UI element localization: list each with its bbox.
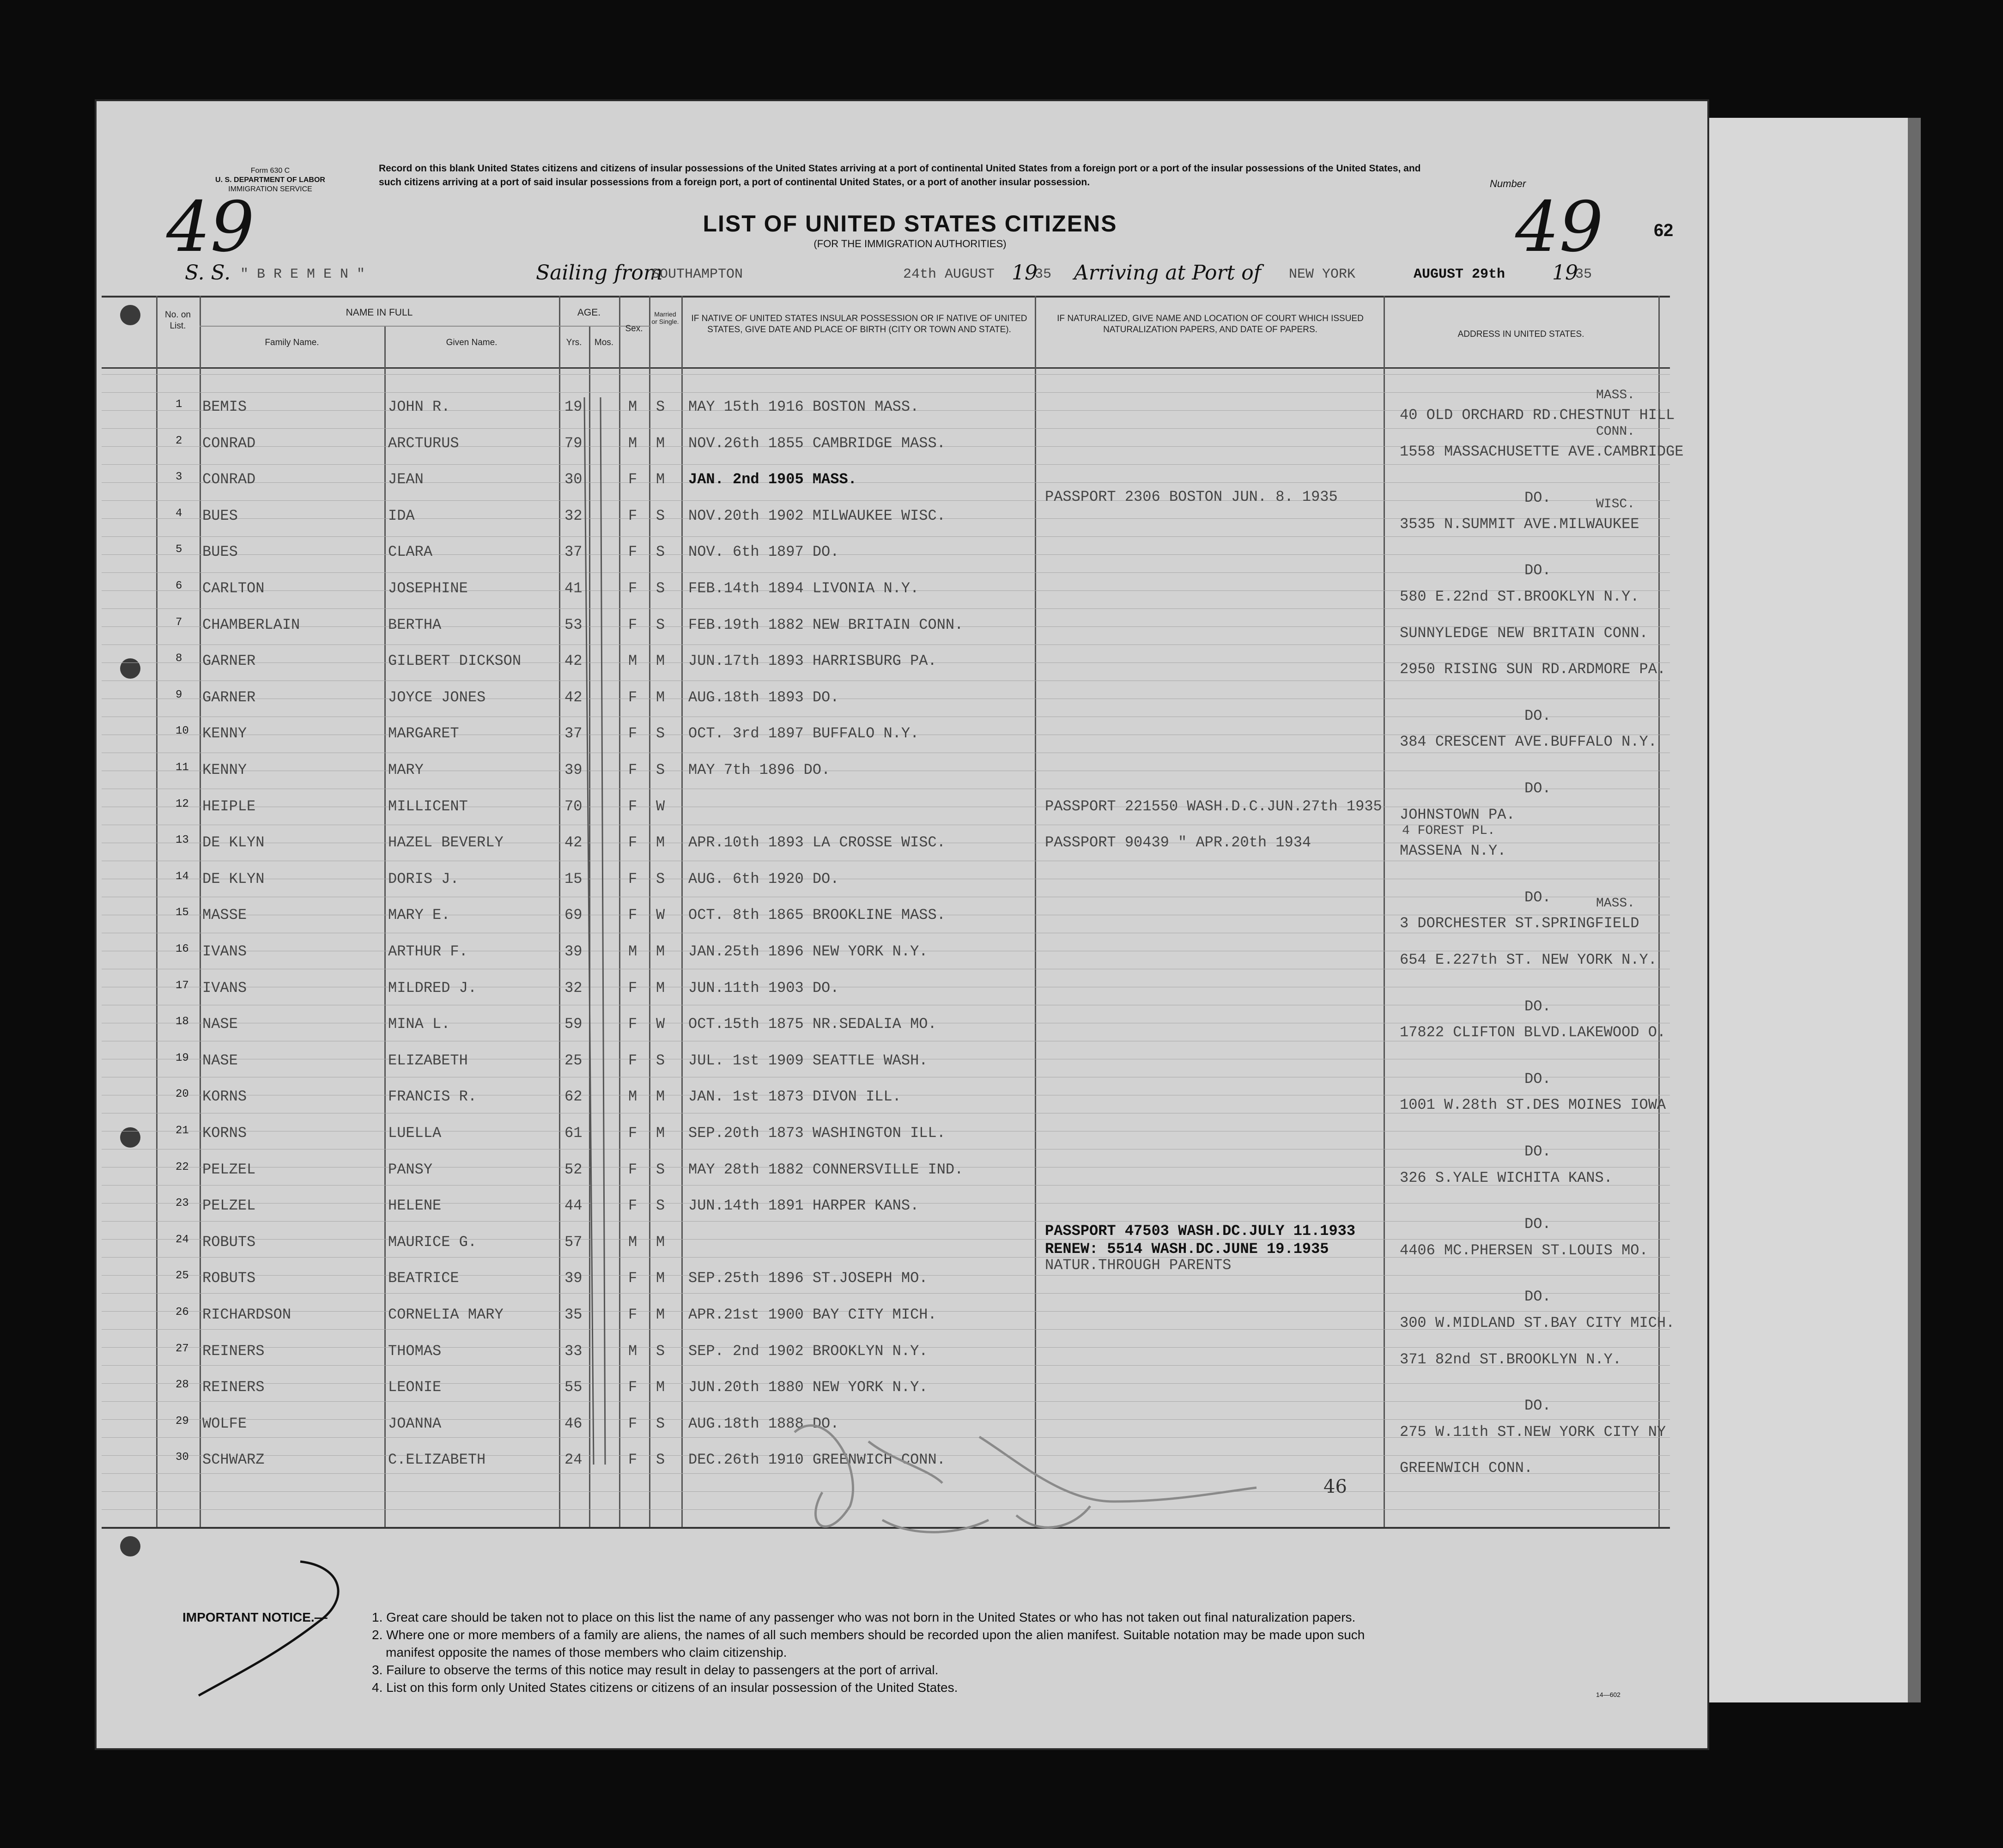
family-name: GARNER <box>202 689 256 706</box>
address-state: CONN. <box>1596 425 1635 439</box>
sex: F <box>628 689 637 706</box>
given-name: BEATRICE <box>388 1270 459 1287</box>
address-state: MASS. <box>1596 388 1635 402</box>
row-number: 17 <box>176 979 189 992</box>
stamp-number: 62 <box>1654 221 1674 240</box>
row-number: 14 <box>176 870 189 883</box>
sex: F <box>628 1125 637 1142</box>
marital-status: S <box>656 1343 665 1360</box>
sex: F <box>628 1306 637 1323</box>
given-name: JOHN R. <box>388 398 450 415</box>
given-name: JEAN <box>388 471 424 488</box>
row-number: 22 <box>176 1161 189 1173</box>
sex: F <box>628 1161 637 1178</box>
given-name: MARY E. <box>388 906 450 924</box>
naturalization-note: NATUR.THROUGH PARENTS <box>1045 1257 1232 1274</box>
birth-date-place: DEC.26th 1910 GREENWICH CONN. <box>688 1451 946 1468</box>
marital-status: S <box>656 870 665 888</box>
birth-date-place: MAY 15th 1916 BOSTON MASS. <box>688 398 919 415</box>
given-name: MAURICE G. <box>388 1234 477 1251</box>
department-name: U. S. DEPARTMENT OF LABOR <box>215 176 325 184</box>
naturalization-papers: PASSPORT 90439 " APR.20th 1934 <box>1045 834 1311 851</box>
handwritten-list-number: 49 <box>166 187 255 267</box>
sex: F <box>628 1052 637 1069</box>
birth-date-place: OCT. 3rd 1897 BUFFALO N.Y. <box>688 725 919 742</box>
birth-date-place: AUG.18th 1888 DO. <box>688 1415 839 1432</box>
age-years: 42 <box>564 834 583 851</box>
address: 40 OLD ORCHARD RD.CHESTNUT HILL <box>1400 407 1675 424</box>
given-name: HAZEL BEVERLY <box>388 834 504 851</box>
birth-date-place: JUL. 1st 1909 SEATTLE WASH. <box>688 1052 928 1069</box>
ship-name: " B R E M E N " <box>240 267 365 282</box>
row-number: 12 <box>176 798 189 810</box>
address: 3 DORCHESTER ST.SPRINGFIELD <box>1400 915 1639 932</box>
birth-date-place: JUN.17th 1893 HARRISBURG PA. <box>688 652 937 669</box>
age-years: 69 <box>564 906 583 924</box>
family-name: DE KLYN <box>202 870 265 888</box>
birth-date-place: SEP.20th 1873 WASHINGTON ILL. <box>688 1125 946 1142</box>
birth-date-place: JAN. 1st 1873 DIVON ILL. <box>688 1088 901 1105</box>
marital-status: S <box>656 1451 665 1468</box>
family-name: CONRAD <box>202 435 256 452</box>
given-name: HELENE <box>388 1197 442 1214</box>
address-state: WISC. <box>1596 497 1635 511</box>
sex: F <box>628 834 637 851</box>
given-name: MILLICENT <box>388 798 468 815</box>
marital-status: S <box>656 725 665 742</box>
birth-date-place: SEP. 2nd 1902 BROOKLYN N.Y. <box>688 1343 928 1360</box>
birth-date-place: APR.10th 1893 LA CROSSE WISC. <box>688 834 946 851</box>
family-name: NASE <box>202 1052 238 1069</box>
address: 3535 N.SUMMIT AVE.MILWAUKEE <box>1400 516 1639 533</box>
birth-date-place: OCT.15th 1875 NR.SEDALIA MO. <box>688 1015 937 1033</box>
sex: M <box>628 1234 637 1251</box>
naturalization-papers: RENEW: 5514 WASH.DC.JUNE 19.1935 <box>1045 1240 1329 1258</box>
sex: M <box>628 943 637 960</box>
marital-status: M <box>656 1125 665 1142</box>
given-name: IDA <box>388 507 415 524</box>
age-years: 32 <box>564 507 583 524</box>
address: 326 S.YALE WICHITA KANS. <box>1400 1169 1613 1186</box>
given-name: MILDRED J. <box>388 979 477 997</box>
notice-items <box>372 1610 1665 1698</box>
signature-scrawl <box>795 1425 1256 1532</box>
family-name: GARNER <box>202 652 256 669</box>
address-state: MASS. <box>1596 896 1635 911</box>
marital-status: W <box>656 906 665 924</box>
service-name: IMMIGRATION SERVICE <box>228 185 312 193</box>
family-name: KENNY <box>202 761 247 778</box>
arriving-label: Arriving at Port of <box>1074 261 1262 285</box>
age-years: 79 <box>564 435 583 452</box>
birth-date-place: JUN.20th 1880 NEW YORK N.Y. <box>688 1379 928 1396</box>
sex: M <box>628 435 637 452</box>
sex: F <box>628 507 637 524</box>
family-name: ROBUTS <box>202 1234 256 1251</box>
family-name: RICHARDSON <box>202 1306 291 1323</box>
birth-date-place: JUN.11th 1903 DO. <box>688 979 839 997</box>
family-name: CHAMBERLAIN <box>202 616 300 633</box>
row-number: 6 <box>176 580 182 592</box>
sex: F <box>628 1197 637 1214</box>
age-years: 25 <box>564 1052 583 1069</box>
given-name: JOYCE JONES <box>388 689 486 706</box>
birth-date-place: NOV.26th 1855 CAMBRIDGE MASS. <box>688 435 946 452</box>
family-name: ROBUTS <box>202 1270 256 1287</box>
sex: F <box>628 1270 637 1287</box>
naturalization-papers: PASSPORT 2306 BOSTON JUN. 8. 1935 <box>1045 488 1338 505</box>
family-name: BUES <box>202 543 238 560</box>
given-name: JOANNA <box>388 1415 442 1432</box>
marital-status: S <box>656 1052 665 1069</box>
notice-item: 2. Where one or more members of a family are aliens, the names of all such members should be recorded upon the alien manifest. Suitable notation may be made upon such <box>372 1628 1365 1642</box>
row-number: 15 <box>176 906 189 919</box>
row-number: 21 <box>176 1125 189 1137</box>
address: JOHNSTOWN PA. <box>1400 806 1515 823</box>
birth-date-place: MAY 28th 1882 CONNERSVILLE IND. <box>688 1161 964 1178</box>
sailing-date: 24th AUGUST <box>903 267 995 282</box>
address: 275 W.11th ST.NEW YORK CITY NY <box>1400 1423 1666 1441</box>
birth-date-place: JAN. 2nd 1905 MASS. <box>688 471 857 488</box>
marital-status: M <box>656 979 665 997</box>
address: DO. <box>1524 998 1551 1015</box>
marital-status: S <box>656 398 665 415</box>
marital-status: S <box>656 616 665 633</box>
given-name: LUELLA <box>388 1125 442 1142</box>
given-name: LEONIE <box>388 1379 442 1396</box>
marital-status: S <box>656 1197 665 1214</box>
given-name: BERTHA <box>388 616 442 633</box>
given-name: CLARA <box>388 543 433 560</box>
marital-status: S <box>656 580 665 597</box>
address: 384 CRESCENT AVE.BUFFALO N.Y. <box>1400 733 1657 750</box>
sex: F <box>628 580 637 597</box>
col-sex-header: Sex. <box>625 324 643 334</box>
address: DO. <box>1524 707 1551 724</box>
arrival-port: NEW YORK <box>1289 267 1356 282</box>
marital-status: W <box>656 798 665 815</box>
row-number: 3 <box>176 471 182 483</box>
birth-date-place: JAN.25th 1896 NEW YORK N.Y. <box>688 943 928 960</box>
age-years: 57 <box>564 1234 583 1251</box>
age-years: 59 <box>564 1015 583 1033</box>
given-name: GILBERT DICKSON <box>388 652 522 669</box>
sex: F <box>628 979 637 997</box>
notice-item: 1. Great care should be taken not to place on this list the name of any passenger who was not born in the United States or who has not taken out final naturalization papers. <box>372 1610 1356 1624</box>
family-name: SCHWARZ <box>202 1451 265 1468</box>
age-years: 42 <box>564 652 583 669</box>
family-name: KENNY <box>202 725 247 742</box>
age-years: 32 <box>564 979 583 997</box>
sex: F <box>628 471 637 488</box>
family-name: BEMIS <box>202 398 247 415</box>
page-subtitle: (FOR THE IMMIGRATION AUTHORITIES) <box>813 238 1007 249</box>
age-years: 19 <box>564 398 583 415</box>
sex: F <box>628 761 637 778</box>
row-number: 4 <box>176 507 182 520</box>
row-number: 11 <box>176 761 189 774</box>
address: GREENWICH CONN. <box>1400 1459 1533 1477</box>
age-years: 30 <box>564 471 583 488</box>
sex: F <box>628 1415 637 1432</box>
family-name: CARLTON <box>202 580 265 597</box>
address: DO. <box>1524 1288 1551 1305</box>
age-years: 61 <box>564 1125 583 1142</box>
marital-status: M <box>656 943 665 960</box>
given-name: JOSEPHINE <box>388 580 468 597</box>
family-name: PELZEL <box>202 1161 256 1178</box>
row-number: 27 <box>176 1343 189 1355</box>
given-name: C.ELIZABETH <box>388 1451 486 1468</box>
given-name: ARCTURUS <box>388 435 459 452</box>
age-years: 37 <box>564 543 583 560</box>
col-family-header: Family Name. <box>265 338 319 347</box>
row-number: 29 <box>176 1415 189 1428</box>
given-name: DORIS J. <box>388 870 459 888</box>
notice-item: 4. List on this form only United States citizens or citizens of an insular possession of the United States. <box>372 1680 958 1695</box>
sex: F <box>628 616 637 633</box>
marital-status: S <box>656 1415 665 1432</box>
address: DO. <box>1524 562 1551 579</box>
given-name: PANSY <box>388 1161 433 1178</box>
row-number: 30 <box>176 1451 189 1464</box>
marital-status: M <box>656 1379 665 1396</box>
col-given-header: Given Name. <box>446 338 498 347</box>
age-years: 53 <box>564 616 583 633</box>
birth-date-place: APR.21st 1900 BAY CITY MICH. <box>688 1306 937 1323</box>
row-number: 8 <box>176 652 182 665</box>
age-years: 39 <box>564 943 583 960</box>
row-number: 13 <box>176 834 189 846</box>
age-years: 39 <box>564 1270 583 1287</box>
row-number: 28 <box>176 1379 189 1391</box>
arrival-date: AUGUST 29th <box>1414 267 1505 282</box>
age-years: 55 <box>564 1379 583 1396</box>
col-married-header: Married or Single. <box>651 310 679 325</box>
marital-status: M <box>656 1306 665 1323</box>
address-state: 4 FOREST PL. <box>1402 824 1495 838</box>
marital-status: M <box>656 1088 665 1105</box>
family-name: WOLFE <box>202 1415 247 1432</box>
address: 580 E.22nd ST.BROOKLYN N.Y. <box>1400 588 1639 605</box>
sex: F <box>628 725 637 742</box>
marital-status: S <box>656 761 665 778</box>
form-instructions: Record on this blank United States citizens and citizens of insular possessions of the United States arriving at a port of continental United States from a foreign port or a port of the insular possessions of the United States, and such citizens arriving at a port of said insular possessions from a foreign port, a port of continental United States, or a port of another insular possession. <box>379 163 1421 188</box>
given-name: CORNELIA MARY <box>388 1306 504 1323</box>
family-name: KORNS <box>202 1088 247 1105</box>
number-label: Number <box>1490 178 1526 189</box>
marital-status: S <box>656 507 665 524</box>
age-years: 37 <box>564 725 583 742</box>
sailing-from-label: Sailing from <box>536 261 663 285</box>
age-years: 42 <box>564 689 583 706</box>
row-number: 16 <box>176 943 189 955</box>
year-prefix: 19 <box>1012 261 1038 285</box>
col-mos-header: Mos. <box>594 338 614 347</box>
birth-date-place: NOV. 6th 1897 DO. <box>688 543 839 560</box>
address: 4406 MC.PHERSEN ST.LOUIS MO. <box>1400 1242 1648 1259</box>
col-address-header: ADDRESS IN UNITED STATES. <box>1457 329 1584 339</box>
marital-status: M <box>656 652 665 669</box>
birth-date-place: OCT. 8th 1865 BROOKLINE MASS. <box>688 906 946 924</box>
address: DO. <box>1524 889 1551 906</box>
age-years: 39 <box>564 761 583 778</box>
birth-date-place: FEB.19th 1882 NEW BRITAIN CONN. <box>688 616 964 633</box>
family-name: CONRAD <box>202 471 256 488</box>
family-name: IVANS <box>202 979 247 997</box>
print-code: 14—602 <box>1596 1691 1621 1698</box>
age-years: 41 <box>564 580 583 597</box>
address: 2950 RISING SUN RD.ARDMORE PA. <box>1400 661 1666 678</box>
family-name: REINERS <box>202 1379 265 1396</box>
marital-status: M <box>656 471 665 488</box>
address: DO. <box>1524 1143 1551 1160</box>
family-name: KORNS <box>202 1125 247 1142</box>
age-years: 15 <box>564 870 583 888</box>
marital-status: M <box>656 1234 665 1251</box>
sailing-port: SOUTHAMPTON <box>651 267 743 282</box>
naturalization-papers: PASSPORT 47503 WASH.DC.JULY 11.1933 <box>1045 1222 1356 1240</box>
row-number: 19 <box>176 1052 189 1064</box>
family-name: NASE <box>202 1015 238 1033</box>
row-number: 25 <box>176 1270 189 1282</box>
row-number: 9 <box>176 689 182 701</box>
family-name: BUES <box>202 507 238 524</box>
family-name: PELZEL <box>202 1197 256 1214</box>
given-name: FRANCIS R. <box>388 1088 477 1105</box>
marital-status: M <box>656 435 665 452</box>
given-name: THOMAS <box>388 1343 442 1360</box>
address: 1001 W.28th ST.DES MOINES IOWA <box>1400 1096 1666 1113</box>
address: 654 E.227th ST. NEW YORK N.Y. <box>1400 951 1657 968</box>
row-number: 10 <box>176 725 189 737</box>
marital-status: S <box>656 543 665 560</box>
page-count-mark: 46 <box>1323 1476 1347 1497</box>
row-number: 7 <box>176 616 182 629</box>
birth-date-place: FEB.14th 1894 LIVONIA N.Y. <box>688 580 919 597</box>
address: DO. <box>1524 1397 1551 1414</box>
row-number: 2 <box>176 435 182 447</box>
birth-date-place: SEP.25th 1896 ST.JOSEPH MO. <box>688 1270 928 1287</box>
sex: M <box>628 652 637 669</box>
row-number: 1 <box>176 398 182 411</box>
birth-date-place: AUG.18th 1893 DO. <box>688 689 839 706</box>
col-naturalized-header: IF NATURALIZED, GIVE NAME AND LOCATION OF COURT WHICH ISSUED NATURALIZATION PAPERS, AND DATE OF PAPERS. <box>1057 314 1364 334</box>
notice-label: IMPORTANT NOTICE.— <box>182 1610 328 1624</box>
sailing-year: 35 <box>1035 267 1052 282</box>
birth-date-place: AUG. 6th 1920 DO. <box>688 870 839 888</box>
sex: F <box>628 798 637 815</box>
sex: F <box>628 1379 637 1396</box>
address: DO. <box>1524 489 1551 506</box>
address: SUNNYLEDGE NEW BRITAIN CONN. <box>1400 625 1648 642</box>
address: MASSENA N.Y. <box>1400 842 1506 859</box>
handwritten-list-number: 49 <box>1515 187 1603 267</box>
sex: F <box>628 1015 637 1033</box>
sex: M <box>628 1343 637 1360</box>
birth-date-place: MAY 7th 1896 DO. <box>688 761 831 778</box>
row-number: 23 <box>176 1197 189 1210</box>
sex: F <box>628 906 637 924</box>
address: 371 82nd ST.BROOKLYN N.Y. <box>1400 1351 1622 1368</box>
tick-marks <box>584 397 605 1465</box>
form-number: Form 630 C <box>250 167 290 175</box>
marital-status: M <box>656 689 665 706</box>
row-number: 24 <box>176 1234 189 1246</box>
marital-status: W <box>656 1015 665 1033</box>
age-years: 44 <box>564 1197 583 1214</box>
sex: M <box>628 1088 637 1105</box>
col-age-header: AGE. <box>577 307 601 318</box>
age-years: 52 <box>564 1161 583 1178</box>
col-native-header: IF NATIVE OF UNITED STATES INSULAR POSSESSION OR IF NATIVE OF UNITED STATES, GIVE DATE AND PLACE OF BIRTH (CITY OR TOWN AND STATE). <box>691 314 1027 334</box>
ss-label: S. S. <box>185 261 231 285</box>
marital-status: M <box>656 1270 665 1287</box>
col-name-header: NAME IN FULL <box>346 307 413 318</box>
marital-status: S <box>656 1161 665 1178</box>
address: 17822 CLIFTON BLVD.LAKEWOOD O. <box>1400 1024 1666 1041</box>
age-years: 70 <box>564 798 583 815</box>
sex: M <box>628 398 637 415</box>
address: 300 W.MIDLAND ST.BAY CITY MICH. <box>1400 1314 1675 1331</box>
row-number: 20 <box>176 1088 189 1100</box>
row-number: 5 <box>176 543 182 556</box>
row-number: 18 <box>176 1015 189 1028</box>
sex: F <box>628 1451 637 1468</box>
age-years: 33 <box>564 1343 583 1360</box>
given-name: MINA L. <box>388 1015 450 1033</box>
family-name: REINERS <box>202 1343 265 1360</box>
age-years: 35 <box>564 1306 583 1323</box>
family-name: MASSE <box>202 906 247 924</box>
given-name: MARGARET <box>388 725 459 742</box>
marital-status: M <box>656 834 665 851</box>
age-years: 24 <box>564 1451 583 1468</box>
given-name: ARTHUR F. <box>388 943 468 960</box>
col-yrs-header: Yrs. <box>566 338 582 347</box>
birth-date-place: JUN.14th 1891 HARPER KANS. <box>688 1197 919 1214</box>
naturalization-papers: PASSPORT 221550 WASH.D.C.JUN.27th 1935 <box>1045 798 1382 815</box>
family-name: HEIPLE <box>202 798 256 815</box>
address: DO. <box>1524 1216 1551 1233</box>
given-name: ELIZABETH <box>388 1052 468 1069</box>
age-years: 46 <box>564 1415 583 1432</box>
address: 1558 MASSACHUSETTE AVE.CAMBRIDGE <box>1400 443 1684 460</box>
arrival-year: 35 <box>1575 267 1592 282</box>
page-title: LIST OF UNITED STATES CITIZENS <box>703 211 1117 237</box>
notice-item: 3. Failure to observe the terms of this notice may result in delay to passengers at the port of arrival. <box>372 1663 939 1677</box>
col-no-header: No. on List. <box>165 310 191 331</box>
notice-item: manifest opposite the names of those members who claim citizenship. <box>386 1645 787 1660</box>
birth-date-place: NOV.20th 1902 MILWAUKEE WISC. <box>688 507 946 524</box>
address: DO. <box>1524 780 1551 797</box>
address: DO. <box>1524 1070 1551 1088</box>
given-name: MARY <box>388 761 424 778</box>
sex: F <box>628 543 637 560</box>
family-name: DE KLYN <box>202 834 265 851</box>
year-prefix: 19 <box>1552 261 1578 285</box>
family-name: IVANS <box>202 943 247 960</box>
sex: F <box>628 870 637 888</box>
age-years: 62 <box>564 1088 583 1105</box>
row-number: 26 <box>176 1306 189 1319</box>
pen-stroke <box>199 1562 338 1696</box>
